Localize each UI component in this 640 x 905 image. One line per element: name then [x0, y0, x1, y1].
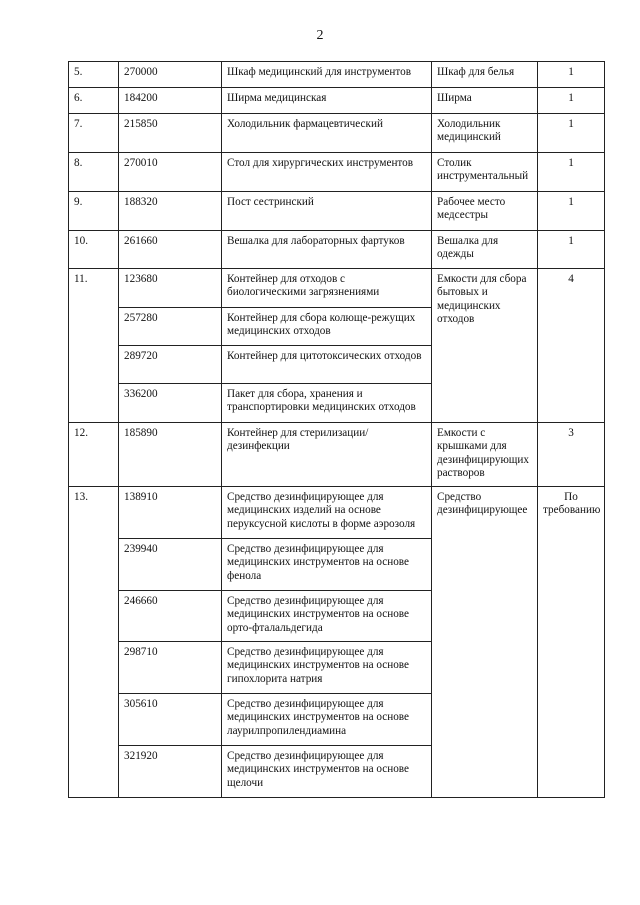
item-quantity: 1	[538, 62, 605, 88]
row-number: 12.	[69, 423, 119, 487]
item-type: Столик инструментальный	[432, 153, 538, 192]
item-name: Вешалка для лабораторных фартуков	[222, 231, 432, 269]
table-row	[69, 114, 605, 153]
row-number: 10.	[69, 231, 119, 269]
row-number: 13.	[69, 487, 119, 798]
item-code: 239940	[119, 539, 222, 591]
item-code: 270010	[119, 153, 222, 192]
row-number: 11.	[69, 269, 119, 423]
item-code: 246660	[119, 591, 222, 642]
item-code: 188320	[119, 192, 222, 231]
item-name: Стол для хирургических инструментов	[222, 153, 432, 192]
item-code: 305610	[119, 694, 222, 746]
item-name: Контейнер для цитотоксических отходов	[222, 346, 432, 384]
item-code: 257280	[119, 308, 222, 346]
item-code: 321920	[119, 746, 222, 798]
item-code: 123680	[119, 269, 222, 308]
item-type: Средство дезинфицирующее	[432, 487, 538, 798]
table-row	[69, 423, 605, 487]
item-name: Ширма медицинская	[222, 88, 432, 114]
item-quantity: 4	[538, 269, 605, 423]
item-type: Ширма	[432, 88, 538, 114]
item-quantity: 1	[538, 88, 605, 114]
item-name: Контейнер для отходов с биологическими загрязнениями	[222, 269, 432, 308]
table-row	[69, 192, 605, 231]
item-name: Средство дезинфицирующее для медицинских инструментов на основе орто-фталальдегида	[222, 591, 432, 642]
item-code: 336200	[119, 384, 222, 423]
item-type: Рабочее место медсестры	[432, 192, 538, 231]
item-code: 298710	[119, 642, 222, 694]
item-name: Средство дезинфицирующее для медицинских инструментов на основе фенола	[222, 539, 432, 591]
item-type: Шкаф для белья	[432, 62, 538, 88]
row-number: 9.	[69, 192, 119, 231]
item-code: 138910	[119, 487, 222, 539]
item-name: Средство дезинфицирующее для медицинских инструментов на основе гипохлорита натрия	[222, 642, 432, 694]
item-name: Пост сестринский	[222, 192, 432, 231]
item-code: 215850	[119, 114, 222, 153]
item-code: 261660	[119, 231, 222, 269]
table-row	[69, 88, 605, 114]
row-number: 8.	[69, 153, 119, 192]
item-quantity: 1	[538, 153, 605, 192]
item-quantity: 3	[538, 423, 605, 487]
table-row	[69, 153, 605, 192]
item-name: Контейнер для стерилизации/дезинфекции	[222, 423, 432, 487]
table-row	[69, 487, 605, 539]
item-quantity: По требованию	[538, 487, 605, 798]
item-type: Емкости для сбора бытовых и медицинских отходов	[432, 269, 538, 423]
row-number: 5.	[69, 62, 119, 88]
item-quantity: 1	[538, 192, 605, 231]
item-name: Средство дезинфицирующее для медицинских инструментов на основе лаурилпропилендиамина	[222, 694, 432, 746]
item-quantity: 1	[538, 231, 605, 269]
item-code: 289720	[119, 346, 222, 384]
item-name: Средство дезинфицирующее для медицинских изделий на основе перуксусной кислоты в форме аэрозоля	[222, 487, 432, 539]
row-number: 7.	[69, 114, 119, 153]
item-type: Емкости с крышками для дезинфицирующих растворов	[432, 423, 538, 487]
item-code: 270000	[119, 62, 222, 88]
item-type: Вешалка для одежды	[432, 231, 538, 269]
table-row	[69, 269, 605, 308]
item-name: Холодильник фармацевтический	[222, 114, 432, 153]
table-row	[69, 62, 605, 88]
item-name: Контейнер для сбора колюще-режущих медицинских отходов	[222, 308, 432, 346]
item-name: Шкаф медицинский для инструментов	[222, 62, 432, 88]
item-name: Пакет для сбора, хранения и транспортировки медицинских отходов	[222, 384, 432, 423]
table-row	[69, 231, 605, 269]
equipment-table	[68, 61, 605, 798]
item-quantity: 1	[538, 114, 605, 153]
item-code: 184200	[119, 88, 222, 114]
row-number: 6.	[69, 88, 119, 114]
item-name: Средство дезинфицирующее для медицинских инструментов на основе щелочи	[222, 746, 432, 798]
page-number: 2	[316, 28, 324, 43]
item-type: Холодильник медицинский	[432, 114, 538, 153]
item-code: 185890	[119, 423, 222, 487]
